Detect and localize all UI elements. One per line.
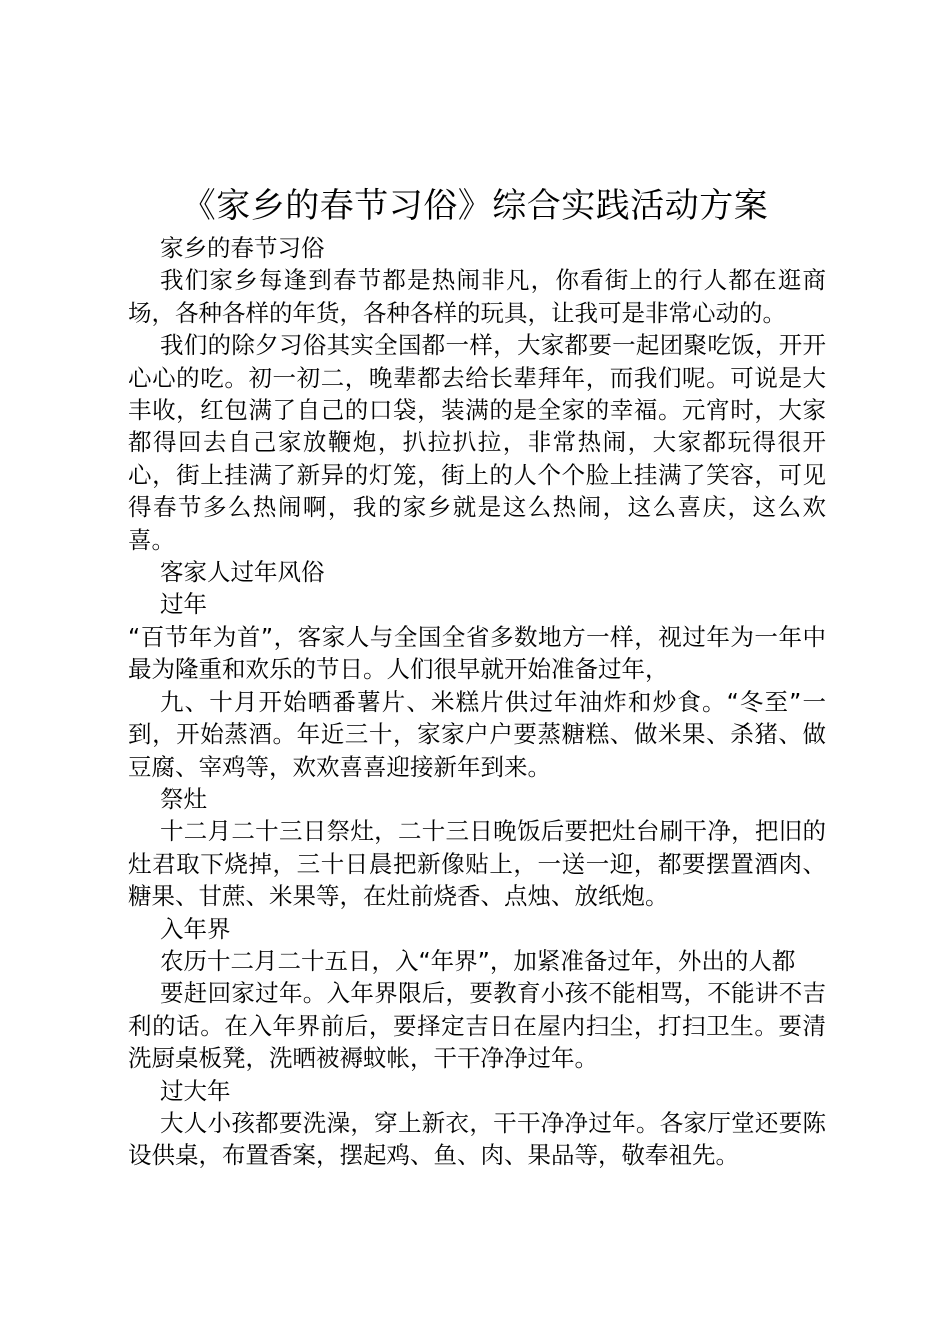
paragraph-ruinianjie-1: 农历十二月二十五日，入“年界”，加紧准备过年，外出的人都	[160, 946, 796, 975]
heading-guonian: 过年	[160, 590, 207, 619]
paragraph-new-year-eve: 我们的除夕习俗其实全国都一样，大家都要一起团聚吃饭，开开心心的吃。初一初二，晚辈都去给长辈拜年，而我们呢。可说是大丰收，红包满了自己的口袋，装满的是全家的幸福。元宵时，大家都得回去自己家放鞭炮，扒拉扒拉，非常热闹，大家都玩得很开心，街上挂满了新异的灯笼，街上的人个个脸上挂满了笑容，可见得春节多么热闹啊，我的家乡就是这么热闹，这么喜庆，这么欢喜。	[128, 331, 826, 554]
document-title: 《家乡的春节习俗》综合实践活动方案	[181, 186, 769, 226]
paragraph-guodanian: 大人小孩都要洗澡，穿上新衣，干干净净过年。各家厅堂还要陈设供桌，布置香案，摆起鸡、鱼、肉、果品等，敬奉祖先。	[128, 1108, 826, 1170]
paragraph-guonian-preparation: 九、十月开始晒番薯片、米糕片供过年油炸和炒食。“冬至”一到，开始蒸酒。年近三十，家家户户要蒸糖糕、做米果、杀猪、做豆腐、宰鸡等，欢欢喜喜迎接新年到来。	[128, 687, 826, 781]
subtitle-hakka-customs: 客家人过年风俗	[160, 558, 325, 587]
paragraph-ruinianjie-2: 要赶回家过年。入年界限后，要教育小孩不能相骂，不能讲不吉利的话。在入年界前后，要择定吉日在屋内扫尘，打扫卫生。要清洗厨桌板凳，洗晒被褥蚊帐，干干净净过年。	[128, 979, 826, 1073]
paragraph-jizao: 十二月二十三日祭灶，二十三日晚饭后要把灶台刷干净，把旧的灶君取下烧掉，三十日晨把新像贴上，一送一迎，都要摆置酒肉、糖果、甘蔗、米果等，在灶前烧香、点烛、放纸炮。	[128, 817, 826, 911]
paragraph-guonian-intro: “百节年为首”，客家人与全国全省多数地方一样，视过年为一年中最为隆重和欢乐的节日。人们很早就开始准备过年，	[128, 622, 826, 684]
paragraph-hometown-intro: 我们家乡每逢到春节都是热闹非凡，你看街上的行人都在逛商场，各种各样的年货，各种各样的玩具，让我可是非常心动的。	[128, 266, 826, 327]
heading-ruinianjie: 入年界	[160, 914, 231, 943]
heading-guodanian: 过大年	[160, 1076, 231, 1105]
subtitle-hometown-spring-festival: 家乡的春节习俗	[160, 234, 325, 262]
document-body	[128, 232, 826, 1172]
heading-jizao: 祭灶	[160, 784, 207, 813]
